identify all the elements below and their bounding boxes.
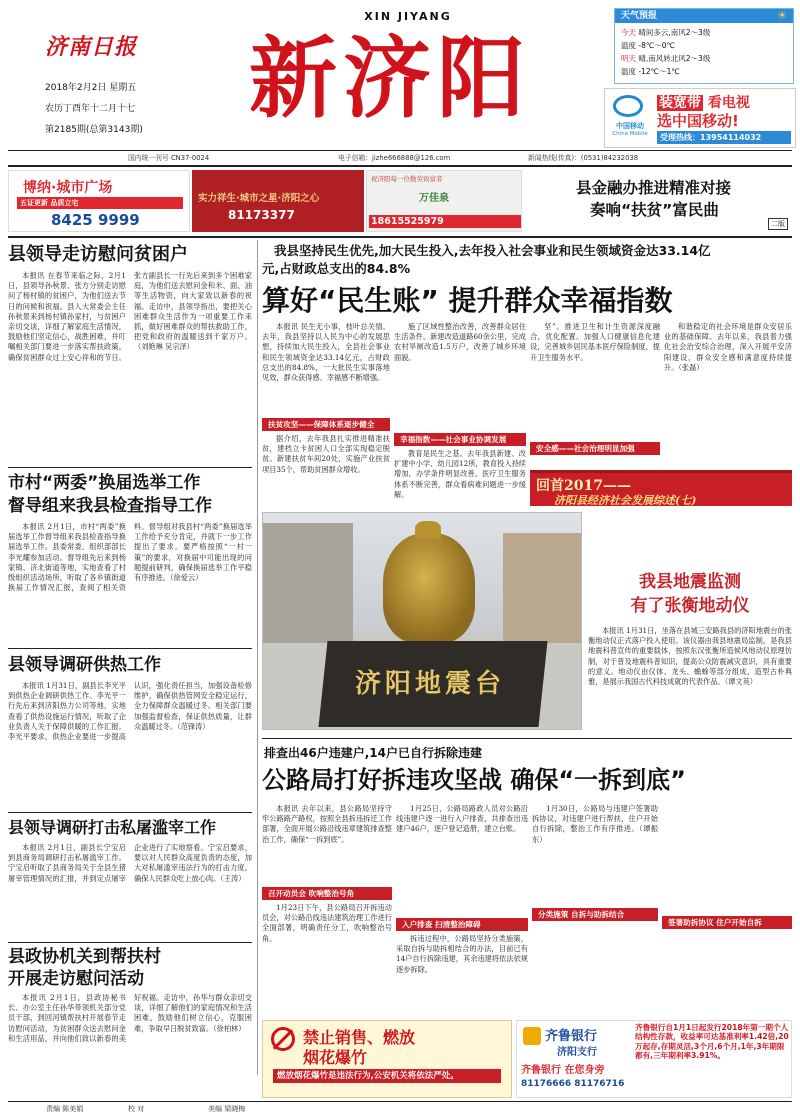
road-body-3: 1月25日，公路局路政人员对公路沿线违建户逐一进行入户排查，共排查出违建户46户，逐户登记造册，建立台账。 — [396, 804, 528, 834]
ad-xiangsheng-phone: 81173377 — [228, 208, 295, 222]
fireworks-ban-3: 燃放烟花爆竹是违法行为,公安机关将依法严处。 — [273, 1069, 501, 1083]
weather-header — [615, 9, 793, 23]
masthead-rule — [8, 150, 792, 151]
road-body-1: 本报讯 去年以来，县公路局坚持守牢公路路产路权，按照全县拆违拆迁工作部署，全面开展公路沿线违章建筑排查整治工作，确保“一拆到底”。 — [262, 804, 392, 844]
weather-today-temp: -8℃～0℃ — [638, 41, 675, 50]
quake-photo — [262, 512, 582, 730]
weather-tomorrow: 晴,南风转北风2～3级 — [638, 54, 711, 63]
teaser-page-tag: 二版 — [768, 218, 788, 230]
road-bar-2: 入户排查 扫清整治障碍 — [396, 918, 528, 931]
lead-kicker-1: 我县坚持民生优先,加大民生投入,去年投入社会事业和民生领域资金达33.14亿 — [274, 243, 711, 258]
teaser[interactable] — [528, 170, 792, 232]
road-headline: 公路局打好拆违攻坚战 确保“一拆到底” — [262, 766, 686, 794]
qilu-bank-logo-icon — [523, 1027, 541, 1045]
left-rule-4 — [8, 942, 252, 943]
info-bar — [8, 152, 792, 164]
story5-headline-1: 县政协机关到帮扶村 — [8, 947, 161, 967]
ad-bona-phone: 8425 9999 — [51, 211, 140, 229]
qilu-bank-slogan: 齐鲁银行 在您身旁 — [521, 1065, 605, 1076]
weather-box — [614, 8, 794, 84]
lead-body-5: 坚”。推进卫生和计生资源深度融合，优化配置。加强人口健康信息化建设，完善城乡居民基本医疗保险制度，提升卫生服务水平。 — [530, 322, 660, 362]
lead-body-3: 施了区域性整治改善，改善群众居住生活条件。新建改造道路60余公里，完成农村旱厕改造1.5万户，改善了城乡环境面貌。 — [394, 322, 526, 362]
lead-body-4: 教育是民生之基。去年我县新建、改扩建中小学、幼儿园12所，教育投入持续增加，办学条件明显改善。医疗卫生服务体系不断完善，群众看病难问题进一步缓解。 — [394, 449, 526, 499]
mobile-logo-en: China Mobile — [612, 131, 648, 137]
qilu-bank-promo: 齐鲁银行自1月1日起发行2018年第一期个人结构性存款，收益率可达基准利率1.42倍,20万起存,存期灵活,3个月,6个月,1年,3年期限都有,三年期利率3.91%。 — [635, 1023, 789, 1061]
road-body-2: 1月23日下午，县公路局召开拆违动员会，对公路沿线违法建筑治理工作进行全面部署，明确责任分工，吹响整治号角。 — [262, 903, 392, 943]
qilu-bank-branch: 济阳支行 — [557, 1047, 597, 1058]
story-slaughter — [8, 816, 252, 943]
story-visit-poor — [8, 242, 252, 459]
lead-bar-3: 安全感——社会治理明显加强 — [530, 442, 660, 455]
footer-rule — [8, 1101, 792, 1102]
weather-tomorrow-temp-label: 温度 — [621, 67, 636, 76]
story3-body: 本报讯 1月31日，副县长李光平到供热企业调研供热工作。李光平一行先后来到济阳热力公司等地，实地查看了供热设施运行情况，听取了企业负责人关于保障供暖的工作汇报。李光平要求，供热企业要进一步提高认识，强化责任担当，加强设备检修维护，确保供热管网安全稳定运行，全力保障群众温暖过冬。相关部门要加强监督检查，保证供热质量，让群众温暖过冬。（范锋涛） — [8, 681, 252, 742]
column-divider — [257, 240, 258, 1075]
masthead-title: 新济阳 — [248, 26, 531, 130]
story4-body: 本报讯 2月1日，副县长宁宝启到县商务局调研打击私屠滥宰工作。宁宝启听取了县商务局关于全县生猪屠宰管理情况的汇报，并到定点屠宰企业进行了实地察看。宁宝启要求，要以对人民群众高度负责的态度，加大对私屠滥宰违法行为的打击力度，确保人民群众吃上放心肉。（王涛） — [8, 843, 252, 883]
quake-body: 本报讯 1月31日，坐落在县城三安路我县的济阳地震台的张衡地动仪正式落户投入使用。该仪器由我县地震局监制，是我县地震科普宣传的重要载体，按照东汉张衡所造候风地动仪原理仿制，对于普及地震科普知识，提高公众防震减灾意识，具有重要的意义。地动仪由仪体、龙头、蟾蜍等部分组成，造型古朴典雅，是展示我国古代科技成就的代表作品。（谭文英） — [588, 626, 792, 687]
lead-col-3 — [530, 322, 660, 455]
weather-tomorrow-temp: -12℃～1℃ — [638, 67, 680, 76]
ad-wanjiaquan[interactable] — [366, 170, 522, 232]
fireworks-ban-1: 禁止销售、燃放 — [303, 1028, 416, 1047]
fireworks-ad[interactable] — [262, 1020, 512, 1098]
quake-headline-2: 有了张衡地动仪 — [630, 596, 750, 616]
story-heating — [8, 652, 252, 815]
road-col-2 — [396, 804, 528, 974]
lead-bar-2: 幸福指数——社会事业协调发展 — [394, 433, 526, 446]
mobile-ad[interactable] — [604, 88, 796, 148]
quake-caption: 济阳地震台 — [355, 669, 506, 699]
qilu-bank-name: 齐鲁银行 — [545, 1029, 598, 1044]
left-rule-3 — [8, 812, 252, 813]
building-left — [263, 523, 353, 643]
road-col-1 — [262, 804, 392, 967]
ads-rule — [8, 236, 792, 238]
road-story — [262, 744, 792, 798]
building-right — [503, 533, 582, 643]
lunar-date: 农历丁酉年十二月十七 — [45, 104, 136, 114]
road-body-4: 拆违过程中，公路局坚持分类施策，采取自拆与助拆相结合的办法，目前已有14户自行拆除违建，其余违建将依法依规逐步拆除。 — [396, 934, 528, 974]
road-bar-1: 召开动员会 吹响整治号角 — [262, 887, 392, 900]
road-bar-4: 签署助拆协议 住户开始自拆 — [662, 916, 792, 929]
footer-proof: 校 对 — [128, 1105, 145, 1113]
story1-headline: 县领导走访慰问贫困户 — [8, 244, 188, 265]
bronze-seismograph — [383, 533, 475, 643]
sun-cloud-icon: ☀ — [777, 9, 787, 22]
lead-body-6: 和谐稳定的社会环境是群众安居乐业的基础保障。去年以来，我县着力强化社会治安综合治理，深入开展平安济阳建设，群众安全感和满意度持续提升。（张磊） — [664, 322, 792, 372]
ad-wanjiaquan-brand: 万佳泉 — [419, 193, 449, 204]
lead-col-4 — [664, 322, 792, 452]
story4-headline: 县领导调研打击私屠滥宰工作 — [8, 818, 217, 837]
footer — [8, 1104, 792, 1116]
lead-col-2 — [394, 322, 526, 533]
ad-wanjiaquan-line: 祝济阳每一位勤劳致富者 — [371, 175, 443, 183]
footer-editor: 责编 陈美娟 — [46, 1105, 84, 1113]
mobile-ad-hotline: 受理热线：13954114032 — [657, 131, 791, 144]
teaser-title-2: 奏响“扶贫”富民曲 — [590, 201, 719, 219]
road-col-3 — [532, 804, 658, 921]
weather-tomorrow-label: 明天 — [621, 54, 636, 63]
lead-story — [262, 242, 792, 322]
story5-headline-2: 开展走访慰问活动 — [8, 969, 144, 989]
lead-body-1: 本报讯 民生无小事，枝叶总关情。去年，我县坚持以人民为中心的发展思想，持续加大民生投入，全县社会事业和民生领域资金达33.14亿元，占财政总支出的84.8%，一大批民生实事落地见效，群众获得感、幸福感不断增强。 — [262, 322, 390, 383]
ad-wanjiaquan-phone: 18615525979 — [369, 215, 521, 228]
road-col-4 — [662, 804, 792, 929]
story5-body: 本报讯 2月1日，县政协秘书长、办公室主任孙华带领机关部分党员干部，到回河镇帮扶村开展春节走访慰问活动，为贫困群众送去慰问金和生活用品，并向他们致以新春的美好祝福。走访中，孙华与群众亲切交谈，详细了解他们的家庭情况和生活困难，鼓励他们树立信心，克服困难，争取早日脱贫致富。（徐柏林） — [8, 993, 252, 1043]
story-cppcc — [8, 946, 252, 1093]
lead-headline: 算好“民生账” 提升群众幸福指数 — [262, 284, 673, 317]
info-cn: 国内统一刊号 CN37-0024 — [128, 154, 210, 162]
story2-headline-1: 市村“两委”换届选举工作 — [8, 473, 201, 493]
mobile-ad-tv: 看电视 — [707, 95, 750, 111]
left-rule-2 — [8, 648, 252, 649]
qilu-bank-phone: 81176666 81176716 — [521, 1079, 625, 1089]
story2-body: 本报讯 2月1日，市村“两委”换届选举工作督导组来我县检查指导换届选举工作。县委常委、组织部部长李光耀参加活动。督导组先后来到杨家镇、济北街道等地，实地查看了村级组织活动场所，听取了各乡镇街道换届工作情况汇报，查阅了相关资料。督导组对我县村“两委”换届选举工作给予充分肯定，并就下一步工作提出了要求。要严格按照“一村一策”的要求，对换届中可能出现的问题提前研判，确保换届选举工作平稳有序推进。（徐爱云） — [8, 522, 252, 593]
masthead-pinyin: XIN JIYANG — [364, 10, 452, 23]
story2-headline-2: 督导组来我县检查指导工作 — [8, 496, 212, 516]
issue-number: 第2185期(总第3143期) — [45, 125, 143, 135]
fireworks-ban-2: 烟花爆竹 — [303, 1048, 368, 1067]
ad-xiangsheng-line: 实力祥生·城市之星·济阳之心 — [198, 193, 320, 204]
road-body-5: 1月30日，公路局与违建户签署助拆协议，对违建户进行帮扶，住户开始自行拆除，整治工作有序推进。（谭振东） — [532, 804, 658, 844]
ad-bona-sub: 五证更新 品质立宅 — [17, 197, 183, 209]
lead-kicker-2: 元,占财政总支出的84.8% — [262, 261, 411, 276]
qilu-bank-ad[interactable] — [516, 1020, 792, 1098]
quake-story — [588, 570, 792, 720]
review-title: 回首2017—— — [536, 478, 631, 494]
seismograph-top — [415, 521, 441, 539]
issue-date: 2018年2月2日 星期五 — [45, 83, 137, 93]
ad-bona[interactable] — [8, 170, 190, 232]
road-bar-3: 分类施策 自拆与助拆结合 — [532, 908, 658, 921]
info-rule — [8, 165, 792, 167]
info-hotline: 新闻热线(传真)：(0531)84232038 — [528, 154, 639, 162]
weather-today-temp-label: 温度 — [621, 41, 636, 50]
lead-rule — [262, 738, 792, 739]
teaser-title-1: 县金融办推进精准对接 — [576, 179, 732, 197]
weather-title: 天气预报 — [621, 11, 658, 21]
review-banner — [530, 470, 792, 506]
paper-logo: 济南日报 — [45, 34, 138, 60]
mobile-ad-choose: 选中国移动! — [657, 112, 739, 130]
mobile-ad-broadband: 装宽带 — [659, 95, 701, 111]
footer-design: 美编 梁晓梅 — [208, 1105, 246, 1113]
masthead — [0, 0, 800, 150]
weather-today: 晴间多云,南风2～3级 — [638, 28, 711, 37]
story1-body: 本报讯 在春节来临之际，2月1日，县领导孙秋景、张方分别走访慰问了杨村镇的贫困户，为他们送去节日的问候和祝福。县人大常委会主任孙秋景来到杨村镇孙家村，与贫困户亲切交谈，详细了解家庭生活情况，鼓励他们坚定信心，战胜困难，并叮嘱相关部门要进一步落实帮扶政策，确保贫困群众过上安心祥和的节日。张方副县长一行先后来到多个困难家庭，为他们送去慰问金和米、面、油等生活物资，向大家致以新春的祝福。走访中，县领导指出，要把关心困难群众生活作为一项重要工作来抓，做好困难群众的帮扶救助工作，把党和政府的温暖送到千家万户。（刘艳琳 吴宗泽） — [8, 271, 252, 362]
ad-xiangsheng[interactable] — [192, 170, 364, 232]
lead-col-1 — [262, 322, 390, 528]
road-kicker: 排查出46户违建户,14户已自行拆除违建 — [264, 746, 482, 760]
quake-headline-1: 我县地震监测 — [639, 572, 741, 592]
left-rule-1 — [8, 467, 252, 468]
lead-body-2: 据介绍，去年我县扎实推进精准扶贫，建档立卡贫困人口全部实现稳定脱贫。新建扶贫车间20处，实施产业扶贫项目35个，帮助贫困群众增收。 — [262, 434, 390, 474]
ad-bona-title: 博纳·城市广场 — [23, 180, 113, 196]
story-election — [8, 472, 252, 638]
story3-headline: 县领导调研供热工作 — [8, 655, 161, 675]
review-subtitle: 济阳县经济社会发展综述(七) — [554, 494, 697, 507]
info-email: 电子信箱：jizhe666888@126.com — [338, 154, 451, 162]
mobile-logo-cn: 中国移动 — [616, 122, 644, 130]
china-mobile-logo-icon — [613, 95, 643, 117]
weather-today-label: 今天 — [621, 28, 636, 37]
lead-bar-1: 扶贫攻坚——保障体系逐步健全 — [262, 418, 390, 431]
